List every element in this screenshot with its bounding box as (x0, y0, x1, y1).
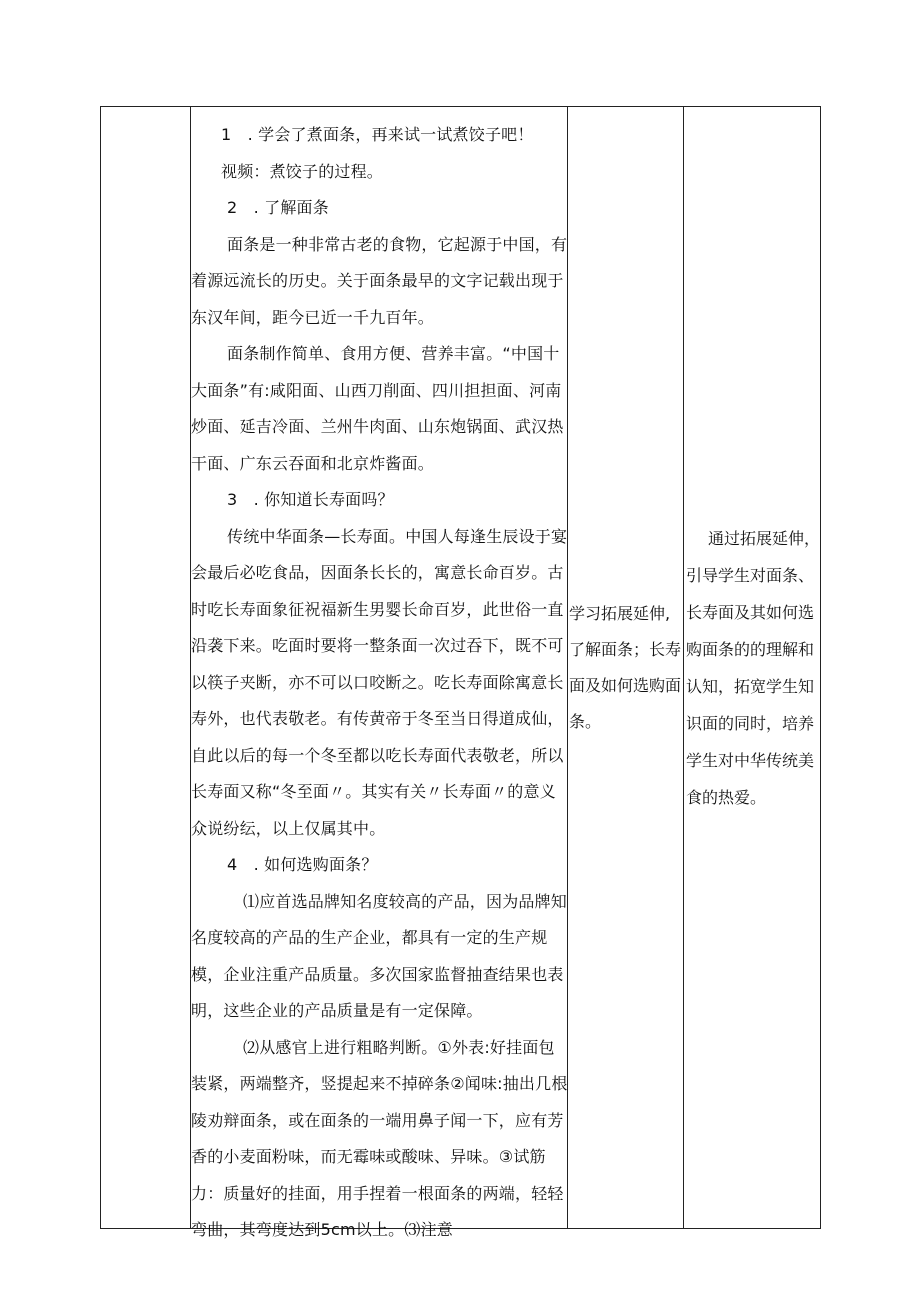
lesson-table (100, 106, 821, 1239)
content-paragraph-10: ⑵从感官上进行粗略判断。①外表:好挂面包装紧，两端整齐，竖提起来不掉碎条②闻味:抽出几根陵劝辩面条，或在面条的一端用鼻子闻一下，应有芳香的小麦面粉味，而无霉味或酸味、异味。③试筋力：质量好的挂面，用手捏着一根面条的两端，轻轻弯曲，其弯度达到5cm以上。⑶注意 (191, 1037, 568, 1239)
content-paragraph-1: 1 . 学会了煮面条，再来试一试煮饺子吧！ (221, 125, 534, 144)
content-paragraph-3: 2 . 了解面条 (227, 198, 329, 217)
student-activity-text: 学习拓展延伸,了解面条；长寿面及如何选购面条。 (569, 603, 682, 731)
content-paragraph-5: 面条制作简单、食用方便、营养丰富。“中国十大面条”有:咸阳面、山西刀削面、四川担担面、河南炒面、延吉冷面、兰州牛肉面、山东炮锅面、武汉热干面、广东云吞面和北京炸酱面。 (191, 344, 564, 473)
content-paragraph-6: 3 . 你知道长寿面吗？ (227, 490, 394, 509)
teaching-content-cell (191, 107, 568, 1239)
content-paragraph-2: 视频：煮饺子的过程。 (221, 161, 384, 181)
content-paragraph-4: 面条是一种非常古老的食物，它起源于中国，有着源远流长的历史。关于面条最早的文字记载出现于东汉年间，距今已近一千九百年。 (191, 234, 568, 327)
design-intent-text: 通过拓展延伸，引导学生对面条、长寿面及其如何选购面条的的理解和认知，拓宽学生知识面的同时，培养学生对中华传统美食的热爱。 (686, 528, 821, 807)
design-intent-cell (684, 107, 821, 1228)
content-paragraph-9: ⑴应首选品牌知名度较高的产品，因为品牌知名度较高的产品的生产企业，都具有一定的生产规模，企业注重产品质量。多次国家监督抽查结果也表明，这些企业的产品质量是有一定保障。 (191, 891, 568, 1020)
content-paragraph-8: 4 . 如何选购面条？ (227, 855, 378, 874)
empty-first-column-cell (101, 107, 190, 1228)
content-paragraph-7: 传统中华面条—长寿面。中国人每逢生辰设于宴会最后必吃食品，因面条长长的，寓意长命百岁。古时吃长寿面象征祝福新生男婴长命百岁，此世俗一直沿袭下来。吃面时要将一整条面一次过吞下，既不可以筷子夹断，亦不可以口咬断之。吃长寿面除寓意长寿外，也代表敬老。有传黄帝于冬至当日得道成仙，自此以后的每一个冬至都以吃长寿面代表敬老，所以长寿面又称“冬至面〃。其实有关〃长寿面〃的意义众说纷纭，以上仅属其中。 (191, 526, 568, 838)
student-activity-cell (568, 107, 683, 1228)
